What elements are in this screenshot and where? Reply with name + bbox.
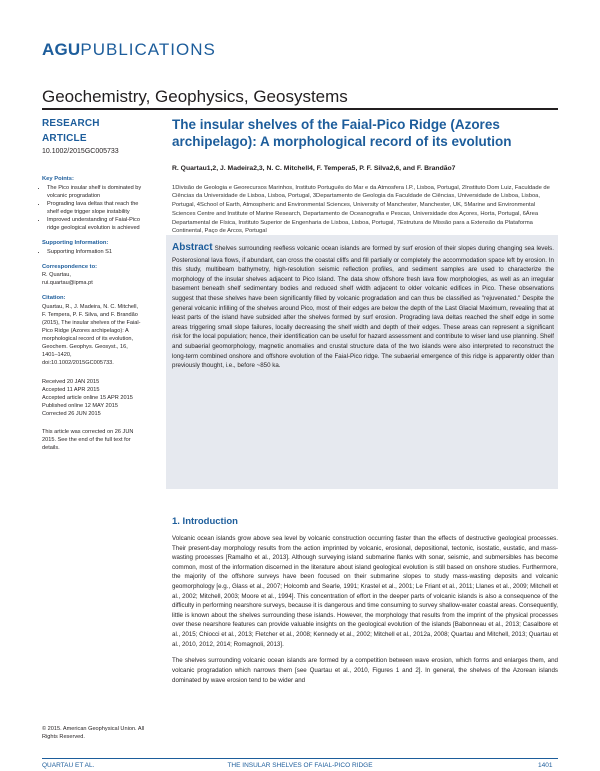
footer-running-title: THE INSULAR SHELVES OF FAIAL-PICO RIDGE <box>227 762 373 769</box>
date-corrected: Corrected 26 JUN 2015 <box>42 411 101 417</box>
date-accepted-online: Accepted article online 15 APR 2015 <box>42 394 133 401</box>
citation-text: Quartau, R., J. Madeira, N. C. Mitchell, F. Tempera, P. F. Silva, and F. Brandão (2015), The insular shelves of the Faial-Pico Ridge (Azores archipelago): A morphological record of its evolution, Geochem. Geophys. Geosyst., 16, 1401–1420, doi:10.1002/2015GC005733. <box>42 303 141 367</box>
body-text <box>172 534 558 692</box>
abstract-heading: Abstract <box>172 242 213 253</box>
supporting-info-list <box>42 248 142 256</box>
agu-publications-logo <box>42 40 216 60</box>
correction-note: This article was corrected on 26 JUN 2015. See the end of the full text for details. <box>42 429 134 452</box>
header-rule <box>42 108 558 110</box>
journal-title: Geochemistry, Geophysics, Geosystems <box>42 87 348 106</box>
abstract-text: Shelves surrounding reefless volcanic ocean islands are formed by surf erosion of their slopes during changing sea levels. Posterosional lava flows, if abundant, can cross the coastal cliffs and fill partially or completely the accommodation space left by erosion. In this study, multibeam bathymetry, high-resolution seismic reflection profiles, and sediment samples are used to characterize the morphology of the insular shelves adjacent to Pico Island. The data show offshore fresh lava flow morphologies, as well as an irregular basement beneath shelf sedimentary bodies and reduced shelf width adjacent to older volcanic edifices in Pico. These observations suggest that these shelves have been significantly filled by volcanic progradation and can thus be classified as "rejuvenated." Despite the general volcanic infilling of the shelves around Pico, most of their edges are below the depth of the Last Glacial Maximum, revealing that at least parts of the island have subsided after the shelves formed by surf erosion. Prograding lava deltas reached the shelf edge in some areas triggering small slope failures, locally decreasing the shelf width and depth of their edges. These areas can represent a significant risk for the local population; hence, their identification can be useful for hazard assessment and contribute to wiser land use planning. Shelf and subaerial geomorphology, magnetic anomalies and crustal structure data of the two islands were also interpreted to reconstruct the long-term combined onshore and offshore evolution of the Faial-Pico ridge. The subaerial emergence of this ridge is apparently older than previously thought, i.e., before ~850 ka. <box>172 245 554 370</box>
key-points-heading: Key Points: <box>42 176 74 183</box>
citation-heading: Citation: <box>42 295 66 302</box>
logo-agu: AGU <box>42 40 81 59</box>
footer-page-number: 1401 <box>538 762 553 769</box>
author-list: R. Quartau1,2, J. Madeira2,3, N. C. Mitchell4, F. Tempera5, P. F. Silva2,6, and F. Brandão7 <box>172 164 456 172</box>
footer-rule <box>42 758 558 759</box>
key-point: • Improved understanding of Faial-Pico ridge geological evolution is achieved <box>47 216 142 232</box>
copyright-notice: © 2015. American Geophysical Union. All Rights Reserved. <box>42 726 145 741</box>
section-heading-introduction: 1. Introduction <box>172 516 238 527</box>
supporting-info-heading: Supporting Information: <box>42 240 109 247</box>
article-header <box>172 117 558 236</box>
paragraph: The shelves surrounding volcanic ocean islands are formed by a competition between wave erosion, which forms and enlarges them, and volcanic progradation which narrows them [see Quartau et al., 2010, Figures 1 and 2]. In general, the shelves of the Azorean islands dominated by wave erosion tend to be wider and <box>172 657 558 684</box>
key-point: • Prograding lava deltas that reach the shelf edge trigger slope instability <box>47 200 142 216</box>
affiliations: 1Divisão de Geologia e Georecursos Marinhos, Instituto Português do Mar e da Atmosfera I.P., Lisboa, Portugal, 2Instituto Dom Luiz, Faculdade de Ciências da Universidade de Lisboa, Lisboa, Portugal, 3Departamento de Geologia da Faculdade de Ciências, Universidade de Lisboa, Lisboa, Portugal, 4School of Earth, Atmospheric and Environmental Sciences, University of Manchester, Manchester, UK, 5Marine and Environmental Sciences Centre and Institute of Marine Research, Departamento de Oceanografia e Pescas, Universidade dos Açores, Horta, Portugal, 6Área Departamental de Física, Instituto Superior de Engenharia de Lisboa, Lisboa, Portugal, 7Estrutura de Missão para a Extensão da Plataforma Continental, Paço de Arcos, Portugal <box>172 184 550 235</box>
article-doi[interactable]: 10.1002/2015GC005733 <box>42 148 119 155</box>
logo-publications: PUBLICATIONS <box>80 40 216 59</box>
date-accepted: Accepted 11 APR 2015 <box>42 386 100 393</box>
supporting-info-link[interactable]: • Supporting Information S1 <box>47 248 142 256</box>
key-points-list <box>42 184 142 233</box>
date-published: Published online 12 MAY 2015 <box>42 402 118 409</box>
article-type: RESEARCH ARTICLE <box>42 118 100 144</box>
correspondence-heading: Correspondence to: <box>42 263 98 270</box>
key-point: • The Pico insular shelf is dominated by volcanic progradation <box>47 184 142 200</box>
paragraph: Volcanic ocean islands grow above sea level by volcanic construction occurring faster than the effects of destructive geological processes. Their present-day morphology results from the action imprinted by volcanic, erosional, depositional, tectonic, isostatic, eustatic, and mass-wasting processes [Ramalho et al., 2013]. Although surveying island submarine flanks with sonar, seismic, and submersibles has become common, most of the information discerned in the literature about island geological evolution is still based on onshore studies. Furthermore, the majority of the offshore surveys have been focused on their submarine slopes to study mass-wasting deposits and volcanic geomorphology [e.g., Glass et al., 2007; Holcomb and Searle, 1991; Krastel et al., 2001; Le Friant et al., 2011; Llanes et al., 2009; Mitchell et al., 2002; Mitchell, 2003; Moore et al., 1994]. This concentration of effort in the deeper parts of volcanic islands is also a consequence of the difficulty in performing nearshore surveys, because it is dangerous and time consuming to survey shallow-water coastal areas. Consequently, little is known about the shelves surrounding these islands. However, the morphology that results from the imprint of the physical processes over these nearshore features can provide valuable insights on the geological evolution of the islands [Babonneau et al., 2013; Casalbore et al., 2015; Chiocci et al., 2013; Fletcher et al., 2008; Kennedy et al., 2002; Mitchell et al., 2012a, 2008; Quartau and Mitchell, 2013; Quartau et al., 2010, 2012, 2014; Romagnoli, 2013]. <box>172 535 558 648</box>
article-title: The insular shelves of the Faial-Pico Ridge (Azores archipelago): A morphological record of its evolution <box>172 117 512 149</box>
footer-authors: QUARTAU ET AL. <box>42 762 95 769</box>
correspondence-email[interactable]: rui.quartau@ipma.pt <box>42 280 93 287</box>
correspondence-name: R. Quartau, <box>42 272 71 279</box>
date-received: Received 20 JAN 2015 <box>42 378 100 385</box>
abstract <box>172 240 554 371</box>
sidebar <box>42 117 142 452</box>
